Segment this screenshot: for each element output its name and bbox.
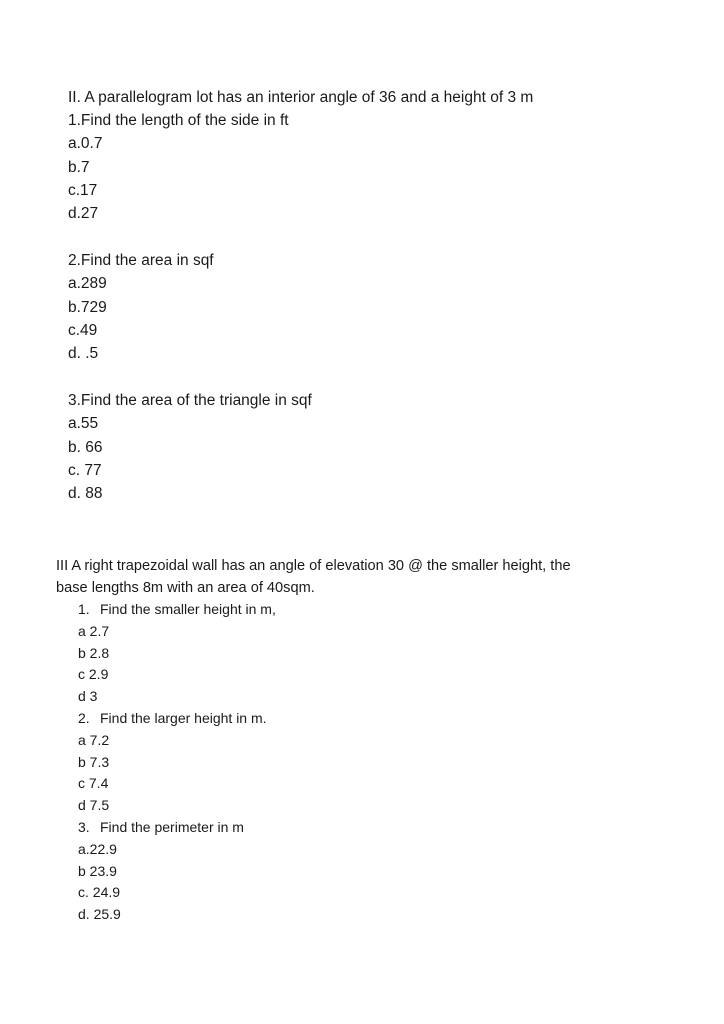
answer-option-b: b 23.9 xyxy=(78,862,117,879)
question-prompt: 3.Find the area of the triangle in sqf xyxy=(68,391,312,409)
question-prompt-row xyxy=(56,708,676,730)
question-prompt: Find the larger height in m. xyxy=(100,709,267,726)
answer-option-c: c 2.9 xyxy=(78,666,109,683)
answer-option-c: c.49 xyxy=(68,321,98,339)
answer-option-d: d 3 xyxy=(78,688,98,705)
answer-option-c: c 7.4 xyxy=(78,775,109,792)
question-prompt-row xyxy=(56,817,676,839)
question-1 xyxy=(56,599,676,708)
question-number: 3. xyxy=(78,818,90,835)
question-prompt: Find the perimeter in m xyxy=(100,818,244,835)
answer-option-a: a.289 xyxy=(68,275,107,293)
answer-option-d: d. .5 xyxy=(68,345,99,363)
section-heading-line-2: base lengths 8m with an area of 40sqm. xyxy=(56,579,315,596)
question-1 xyxy=(68,109,688,225)
question-3 xyxy=(68,389,688,505)
answer-option-d: d. 88 xyxy=(68,485,103,503)
answer-option-b: b.7 xyxy=(68,158,90,176)
answer-option-b: b.729 xyxy=(68,298,107,316)
question-prompt-row xyxy=(56,599,676,621)
answer-option-b: b 7.3 xyxy=(78,753,110,770)
answer-option-a: a 7.2 xyxy=(78,731,110,748)
section-trapezoid xyxy=(56,556,676,926)
answer-option-d: d 7.5 xyxy=(78,797,110,814)
answer-option-c: c. 77 xyxy=(68,461,102,479)
question-3 xyxy=(56,817,676,926)
answer-option-c: c.17 xyxy=(68,181,98,199)
answer-option-a: a.55 xyxy=(68,415,99,433)
section-parallelogram xyxy=(68,86,688,505)
question-2 xyxy=(68,249,688,365)
section-heading-line-1: III A right trapezoidal wall has an angle of elevation 30 @ the smaller height, the xyxy=(56,558,571,574)
answer-option-a: a 2.7 xyxy=(78,622,110,639)
section-heading: II. A parallelogram lot has an interior angle of 36 and a height of 3 m xyxy=(68,89,534,106)
answer-option-b: b 2.8 xyxy=(78,644,110,661)
answer-option-d: d. 25.9 xyxy=(78,906,121,923)
question-2 xyxy=(56,708,676,817)
answer-option-c: c. 24.9 xyxy=(78,884,121,901)
question-number: 2. xyxy=(78,709,90,726)
question-prompt: 1.Find the length of the side in ft xyxy=(68,112,289,129)
answer-option-a: a.22.9 xyxy=(78,840,117,857)
spacer xyxy=(68,225,688,249)
answer-option-a: a.0.7 xyxy=(68,135,103,153)
spacer xyxy=(68,365,688,389)
question-number: 1. xyxy=(78,601,90,617)
answer-option-b: b. 66 xyxy=(68,438,103,456)
answer-option-d: d.27 xyxy=(68,205,99,223)
question-prompt: 2.Find the area in sqf xyxy=(68,251,214,269)
question-prompt: Find the smaller height in m, xyxy=(100,601,276,617)
